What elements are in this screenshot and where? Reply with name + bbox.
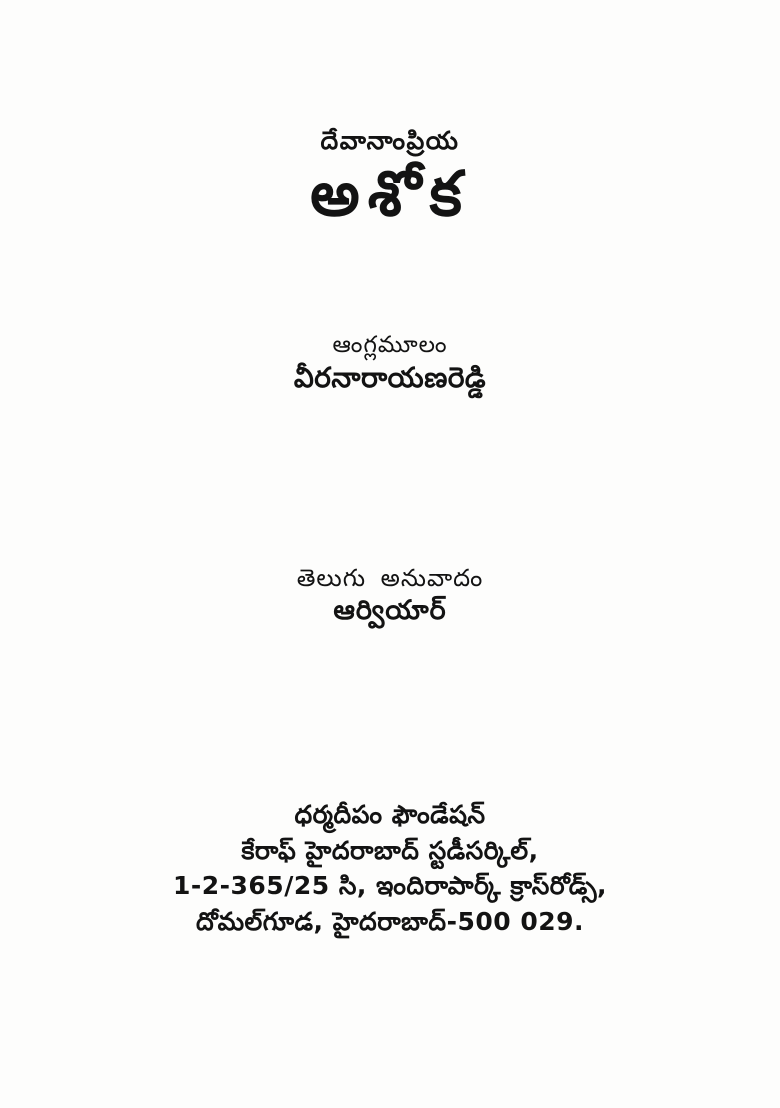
publisher-address-line-1: కేరాఫ్ హైదరాబాద్ స్టడీసర్కిల్, (241, 835, 539, 865)
publisher-address-line-2: 1-2-365/25 సి, ఇందిరాపార్క్ క్రాస్‌రోడ్స్, (172, 871, 608, 900)
original-author-name: వీరనారాయణరెడ్డి (293, 361, 487, 394)
original-language-label: ఆంగ్లమూలం (332, 332, 448, 358)
book-main-title: అశోక (310, 157, 470, 230)
publisher-name: ధర్మదీపం ఫౌండేషన్ (294, 800, 486, 829)
publisher-block (0, 797, 780, 939)
translation-label: తెలుగు అనువాదం (296, 564, 484, 592)
publisher-address-line-3: దోమల్‌గూడ, హైదరాబాద్-500 029. (195, 906, 585, 936)
translator-name: ఆర్వియార్ (333, 595, 447, 626)
series-title: దేవానాంప్రియ (320, 126, 460, 155)
